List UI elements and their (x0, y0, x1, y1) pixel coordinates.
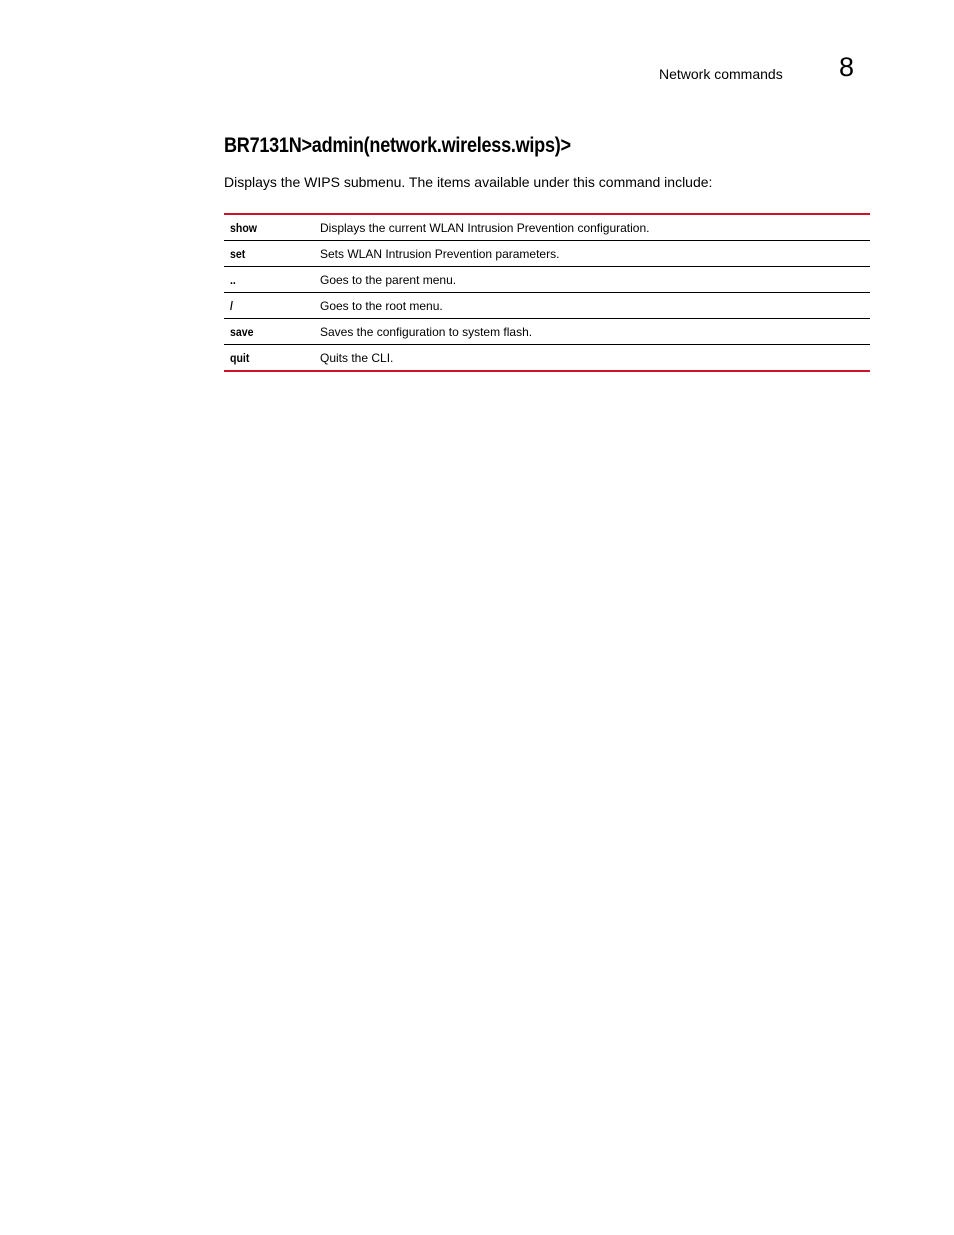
command-description: Goes to the root menu. (314, 293, 870, 319)
table-row (224, 214, 870, 241)
table-row (224, 241, 870, 267)
command-name: set (230, 246, 246, 261)
command-description: Displays the current WLAN Intrusion Prevention configuration. (314, 214, 870, 241)
chapter-number: 8 (839, 52, 855, 82)
command-table (224, 213, 870, 372)
command-description: Saves the configuration to system flash. (314, 319, 870, 345)
section-heading: BR7131N>admin(network.wireless.wips)> (224, 134, 571, 157)
command-name: / (230, 298, 233, 313)
command-description: Goes to the parent menu. (314, 267, 870, 293)
command-name: save (230, 324, 254, 339)
command-description: Sets WLAN Intrusion Prevention parameters. (314, 241, 870, 267)
intro-paragraph: Displays the WIPS submenu. The items available under this command include: (224, 174, 713, 190)
table-row (224, 319, 870, 345)
command-name: .. (230, 272, 236, 287)
table-row (224, 345, 870, 372)
command-description: Quits the CLI. (320, 350, 394, 365)
running-header-title: Network commands (659, 66, 783, 82)
table-row (224, 293, 870, 319)
table-row (224, 267, 870, 293)
command-name: show (230, 220, 257, 235)
command-name: quit (230, 350, 250, 365)
